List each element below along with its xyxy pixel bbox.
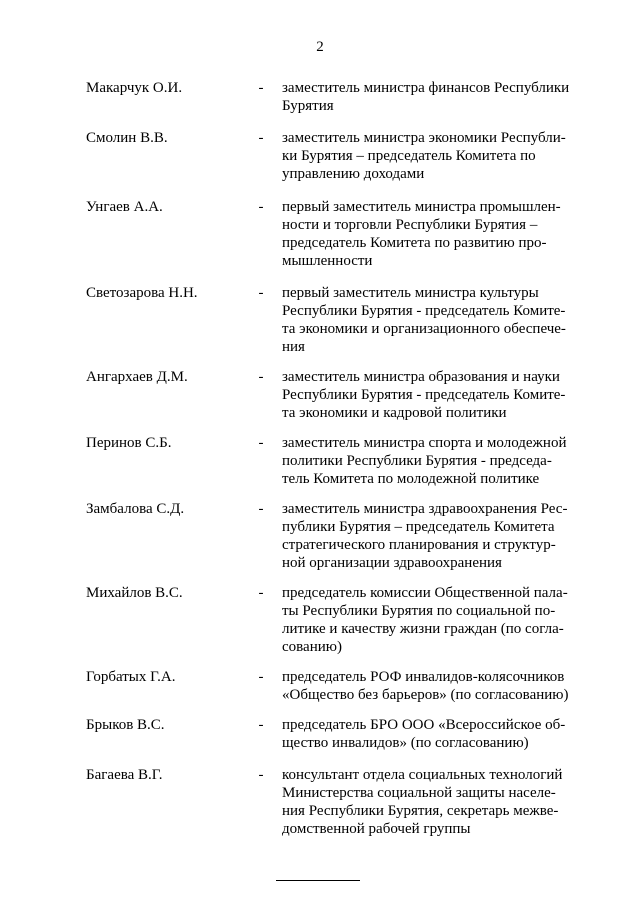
member-name: Перинов С.Б.: [86, 435, 172, 451]
member-name: Смолин В.В.: [86, 130, 168, 146]
member-position: председатель РОФ инвалидов-колясочников «Общество без барьеров» (по согласованию): [282, 669, 569, 703]
member-position: заместитель министра экономики Республи- ки Бурятия – председатель Комитета по управлению доходами: [282, 130, 566, 182]
member-position: первый заместитель министра культуры Республики Бурятия - председатель Комите- та экономики и организационного обеспече- ния: [282, 285, 566, 355]
member-position: заместитель министра спорта и молодежной политики Республики Бурятия - председа- тель Комитета по молодежной политике: [282, 435, 567, 487]
separator-dash: -: [258, 199, 264, 215]
member-position: заместитель министра образования и науки Республики Бурятия - председатель Комите- та экономики и кадровой политики: [282, 369, 566, 421]
separator-dash: -: [258, 369, 264, 385]
member-name: Замбалова С.Д.: [86, 501, 185, 517]
member-position: председатель БРО ООО «Всероссийское об- щество инвалидов» (по согласованию): [282, 717, 566, 751]
separator-dash: -: [258, 767, 264, 783]
member-position: консультант отдела социальных технологий Министерства социальной защиты населе- ния Республики Бурятия, секретарь межве- домственной рабочей группы: [282, 767, 563, 837]
separator-dash: -: [258, 669, 264, 685]
separator-dash: -: [258, 585, 264, 601]
separator-dash: -: [258, 130, 264, 146]
closing-rule: [276, 880, 360, 881]
separator-dash: -: [258, 285, 264, 301]
member-name: Багаева В.Г.: [86, 767, 163, 783]
separator-dash: -: [258, 717, 264, 733]
member-name: Ангархаев Д.М.: [86, 369, 188, 385]
page-number: 2: [316, 39, 324, 55]
member-name: Брыков В.С.: [86, 717, 165, 733]
member-name: Макарчук О.И.: [86, 80, 183, 96]
separator-dash: -: [258, 501, 264, 517]
member-position: заместитель министра финансов Республики Бурятия: [282, 80, 570, 114]
member-position: заместитель министра здравоохранения Рес- публики Бурятия – председатель Комитета стратегического планирования и структур- ной организации здравоохранения: [282, 501, 568, 571]
member-position: председатель комиссии Общественной пала- ты Республики Бурятия по социальной по- литике и качеству жизни граждан (по согла- сованию): [282, 585, 568, 655]
separator-dash: -: [258, 435, 264, 451]
member-name: Светозарова Н.Н.: [86, 285, 198, 301]
separator-dash: -: [258, 80, 264, 96]
member-name: Горбатых Г.А.: [86, 669, 176, 685]
member-name: Михайлов В.С.: [86, 585, 183, 601]
member-name: Унгаев А.А.: [86, 199, 163, 215]
member-position: первый заместитель министра промышлен- ности и торговли Республики Бурятия – председатель Комитета по развитию про- мышленности: [282, 199, 561, 269]
